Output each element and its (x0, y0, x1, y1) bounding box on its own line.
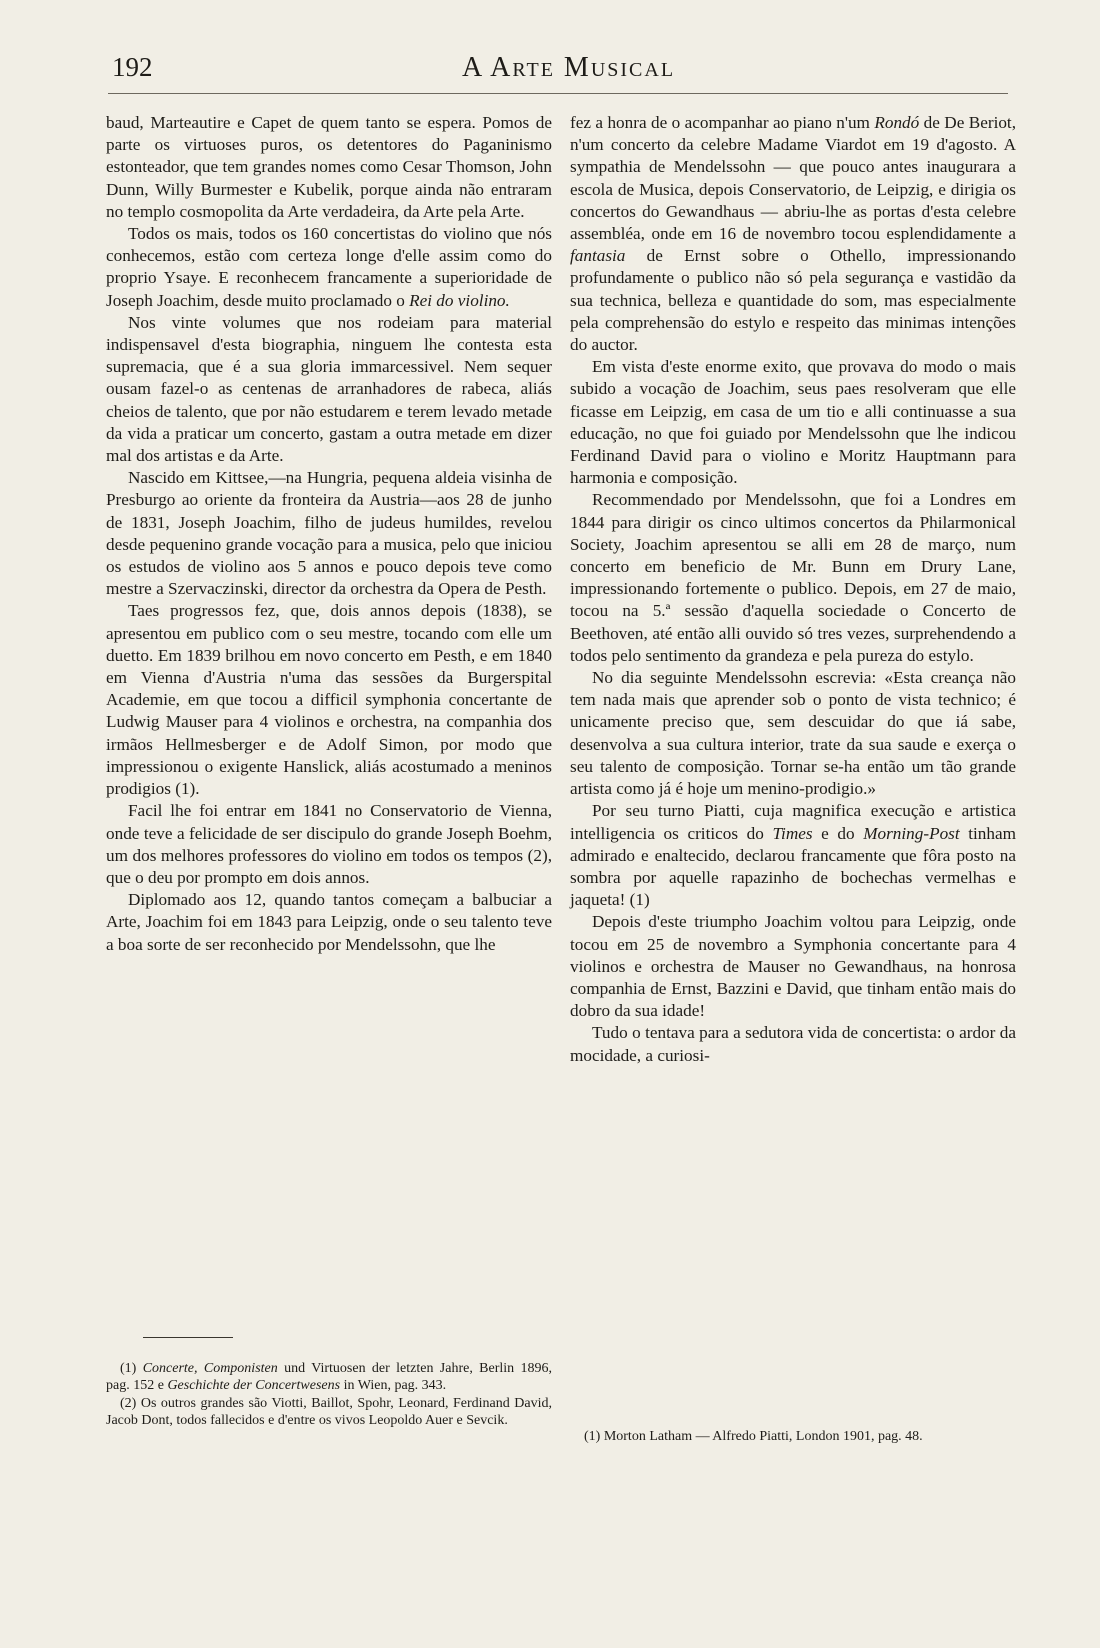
paragraph: Recommendado por Mendelssohn, que foi a Londres em 1844 para dirigir os cinco ultimos concertos da Philarmonical Society, Joachim apresentou se alli em 28 de março, num concerto em beneficio de Mr. Bunn em Drury Lane, impressionando fortemente o publico. Depois, em 27 de maio, tocou na 5.ª sessão d'aquella sociedade o Concerto de Beethoven, até então alli ouvido só tres vezes, surprehendendo a todos pelo sentimento da grandeza e pela pureza do estylo. (570, 490, 1016, 665)
paragraph (106, 223, 552, 312)
text-run: de De Beriot, n'um concerto da celebre Madame Viardot em 19 d'agosto. A sympathia de Mendelssohn — que pouco antes inaugurara a escola de Musica, depois Conservatorio, de Leipzig, e dirigia os concertos do Gewandhaus — abriu-lhe as portas d'esta celebre assembléa, onde em 16 de novembro tocou esplendidamente a (570, 113, 1017, 244)
italic-term: fantasia (570, 246, 626, 266)
paragraph: Nascido em Kittsee,—na Hungria, pequena aldeia visinha de Presburgo ao oriente da fronteira da Austria—aos 28 de junho de 1831, Joseph Joachim, filho de judeus humildes, revelou desde pequenino grande vocação para a musica, pelo que iniciou os estudos de violino aos 5 annos e pouco depois teve como mestre a Szervaczinski, director da orchestra da Opera de Pesth. (106, 468, 552, 599)
paragraph (570, 800, 1016, 911)
text-run: fez a honra de o acompanhar ao piano n'um (570, 113, 870, 132)
footnote: (2) Os outros grandes são Viotti, Baillot, Spohr, Leonard, Ferdinand David, Jacob Dont, todos fallecidos e d'entre os vivos Leopoldo Auer e Sevcik. (106, 1396, 552, 1428)
text-run: und Virtuosen der letzten Jahre, Berlin 1896, pag. 152 e (106, 1361, 553, 1393)
text-run: Todos os mais, todos os 160 concertistas do violino que nós conhecemos, estão com certeza longe d'elle assim como do proprio Ysaye. E reconhecem francamente a superioridade de Joseph Joachim, desde muito proclamado o (106, 224, 552, 310)
text-run: in Wien, pag. 343. (343, 1378, 447, 1393)
paragraph: Tudo o tentava para a sedutora vida de concertista: o ardor da mocidade, a curiosi- (570, 1023, 1016, 1065)
paragraph: Nos vinte volumes que nos rodeiam para material indispensavel d'esta biographia, ninguem lhe contesta esta supremacia, que é a sua gloria immarcessivel. Nem sequer ousam fazel-o as centenas de arranhadores de rabeca, aliás cheios de talento, que por não estudarem e terem levado metade da vida a praticar um concerto, gastam a outra metade em dizer mal dos artistas e da Arte. (106, 312, 552, 466)
italic-term: Morning-Post (863, 823, 960, 843)
page-number: 192 (112, 52, 153, 82)
page-header (112, 52, 1012, 92)
paragraph: Facil lhe foi entrar em 1841 no Conservatorio de Vienna, onde teve a felicidade de ser discipulo do grande Joseph Boehm, um dos melhores professores do violino em todos os tempos (2), que o deu por prompto em dois annos. (106, 801, 552, 887)
footnote-rule (143, 1337, 233, 1338)
italic-term: Rei do violino. (409, 290, 510, 310)
text-run: tinham admirado e enaltecido, declarou francamente que fôra posto na sombra por aquelle rapazinho de bochechas vermelhas e jaqueta! (1) (570, 823, 1016, 910)
paragraph: Em vista d'este enorme exito, que provava do modo o mais subido a vocação de Joachim, seus paes resolveram que elle ficasse em Leipzig, em casa de um tio e alli continuasse a sua educação, no que foi guiado por Mendelssohn que lhe indicou Ferdinand David para o violino e Moritz Hauptmann para harmonia e composição. (570, 357, 1016, 488)
italic-term: Concerte, Componisten (142, 1361, 278, 1376)
footnote-marker: (1) (120, 1361, 137, 1376)
footnote: (1) Morton Latham — Alfredo Piatti, London 1901, pag. 48. (584, 1429, 923, 1444)
paragraph: Taes progressos fez, que, dois annos depois (1838), se apresentou em publico com o seu mestre, tocando com elle um duetto. Em 1839 brilhou em novo concerto em Pesth, e em 1840 em Vienna d'Austria n'uma das sessões da Burgerspital Academie, em que tocou a difficil symphonia concertante de Ludwig Mauser para 4 violinos e orchestra, na companhia dos irmãos Hellmesberger e de Adolf Simon, por modo que impressionou o exigente Hanslick, aliás acostumado a meninos prodigios (1). (106, 601, 552, 799)
paragraph: Depois d'este triumpho Joachim voltou para Leipzig, onde tocou em 25 de novembro a Symphonia concertante para 4 violinos e orchestra de Mauser no Gewandhaus, na honrosa companhia de Ernst, Bazzini e David, que tinham então mais do dobro da sua idade! (570, 912, 1016, 1021)
italic-term: Geschichte der Concertwesens (167, 1378, 341, 1393)
text-run: de Ernst sobre o Othello, impressionando profundamente o publico não só pela segurança e vastidão da sua technica, belleza e quantidade do som, mas especialmente pela comprehensão do estylo e respeito das minimas intenções do auctor. (570, 246, 1016, 355)
left-column (106, 112, 552, 956)
paragraph: baud, Marteautire e Capet de quem tanto se espera. Pomos de parte os virtuoses puros, os detentores do Paganinismo estonteador, que tem grandes nomes como Cesar Thomson, John Dunn, Willy Burmester e Kubelik, porque ainda não entraram no templo cosmopolita da Arte verdadeira, da Arte pela Arte. (106, 113, 552, 221)
italic-term: Times (772, 823, 813, 843)
footnote (106, 1360, 552, 1394)
paragraph (570, 112, 1016, 356)
italic-term: Rondó (874, 113, 920, 132)
running-title: A Arte Musical (462, 52, 676, 83)
paragraph: No dia seguinte Mendelssohn escrevia: «Esta creança não tem nada mais que aprender sob o ponto de vista technico; é unicamente preciso que, sem descuidar do que iá sabe, desenvolva a sua cultura interior, trate da sua saude e exerça o seu talento de composição. Tornar se-ha então um tão grande artista como já é hoje um menino-prodigio.» (570, 668, 1016, 799)
footnotes-right (570, 1428, 1016, 1446)
text-run: Por seu turno Piatti, cuja magnifica execução e artistica intelligencia os criticos do (570, 801, 1016, 843)
header-rule (108, 93, 1008, 94)
footnotes-left (106, 1360, 552, 1430)
right-column (570, 112, 1016, 1067)
paragraph: Diplomado aos 12, quando tantos começam a balbuciar a Arte, Joachim foi em 1843 para Leipzig, onde o seu talento teve a boa sorte de ser reconhecido por Mendelssohn, que lhe (106, 890, 552, 954)
text-run: e do (821, 823, 855, 843)
